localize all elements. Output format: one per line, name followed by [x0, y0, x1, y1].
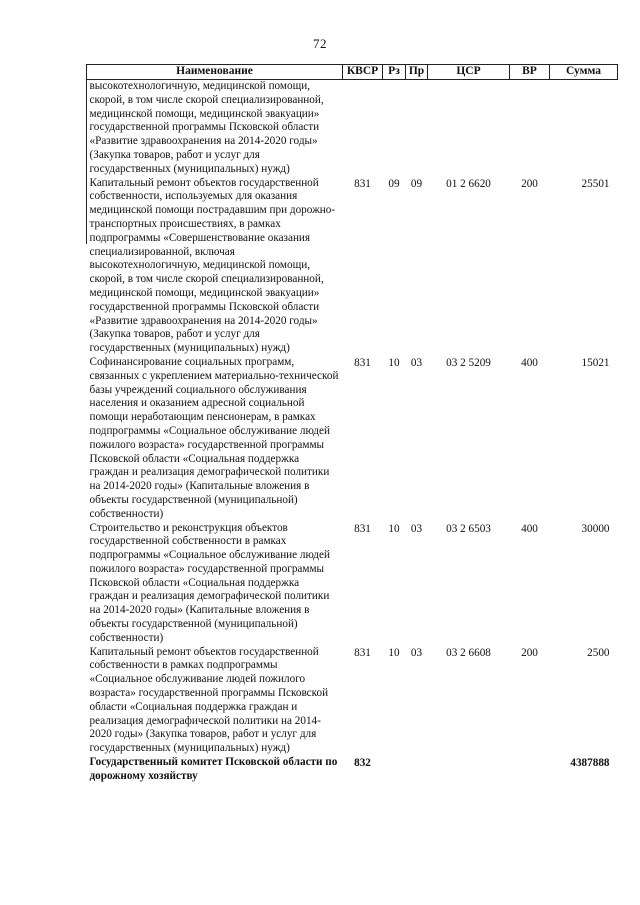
row-kvsr: 831 — [354, 356, 371, 369]
row-vr: 200 — [521, 177, 538, 190]
row-rz: 10 — [388, 646, 400, 659]
row-csr — [428, 80, 510, 177]
row-pr — [406, 80, 428, 177]
row-pr: 03 — [410, 646, 423, 659]
row-name: Капитальный ремонт объектов государственной собственности, используемых для оказания медицинской помощи пострадавшим при дорожно-транспортных происшествиях, в рамках подпрограммы «Совершенствование оказания специализированной, включая высокотехнологичную, медицинской помощи, скорой, в том числе скорой специализированной, медицинской помощи, медицинской эвакуации» государственной программы Псковской области «Развитие здравоохранения на 2014-2020 годы» (Закупка товаров, работ и услуг для государственных (муниципальных) нужд) — [89, 176, 336, 355]
table-row — [87, 356, 618, 522]
row-rz — [383, 756, 406, 784]
table-header-row — [87, 65, 618, 80]
row-pr: 09 — [410, 177, 423, 190]
row-kvsr: 831 — [354, 177, 371, 190]
row-kvsr: 831 — [354, 646, 371, 659]
row-vr: 200 — [521, 646, 538, 659]
table-row — [87, 522, 618, 646]
table-row — [87, 646, 618, 756]
header-sum: Сумма — [550, 65, 618, 80]
row-name: высокотехнологичную, медицинской помощи, скорой, в том числе скорой специализированной, медицинской помощи, медицинской эвакуации» государственной программы Псковской области «Развитие здравоохранения на 2014-2020 годы» (Закупка товаров, работ и услуг для государственных (муниципальных) нужд) — [89, 80, 324, 175]
row-sum — [550, 80, 618, 177]
row-sum: 25501 — [581, 177, 610, 190]
row-name: Капитальный ремонт объектов государственной собственности в рамках подпрограммы «Социальное обслуживание людей пожилого возраста» государственной программы Псковской области «Социальная поддержка граждан и реализация демографической политики на 2014-2020 годы» (Закупка товаров, работ и услуг для государственных (муниципальных) нужд) — [89, 645, 329, 755]
row-sum: 4387888 — [570, 757, 610, 770]
row-name: Софинансирование социальных программ, связанных с укреплением материально-технической базы учреждений социального обслуживания населения и оказанием адресной социальной помощи неработающим пенсионерам, в рамках подпрограммы «Социальное обслуживание людей пожилого возраста» государственной программы Псковской области «Социальная поддержка граждан и реализация демографической политики на 2014-2020 годы» (Капитальные вложения в объекты государственной (муниципальной) собственности) — [89, 355, 339, 520]
row-vr: 400 — [521, 356, 538, 369]
row-name: Строительство и реконструкция объектов государственной собственности в рамках подпрограммы «Социальное обслуживание людей пожилого возраста» государственной программы Псковской области «Социальная поддержка граждан и реализация демографической политики на 2014-2020 годы» (Капитальные вложения в объекты государственной (муниципальной) собственности) — [89, 521, 330, 644]
table-row — [87, 177, 618, 356]
header-name: Наименование — [87, 65, 343, 80]
header-vr: ВР — [510, 65, 550, 80]
row-csr — [428, 756, 510, 784]
header-kvsr: КВСР — [343, 65, 383, 80]
row-rz: 10 — [388, 522, 400, 535]
row-csr: 03 2 6608 — [446, 646, 491, 659]
row-csr: 03 2 6503 — [446, 522, 491, 535]
header-csr: ЦСР — [428, 65, 510, 80]
row-rz — [383, 80, 406, 177]
row-kvsr: 831 — [354, 522, 371, 535]
row-pr: 03 — [410, 522, 423, 535]
row-csr: 03 2 5209 — [446, 356, 491, 369]
row-name: Государственный комитет Псковской области по дорожному хозяйству — [89, 756, 338, 782]
row-kvsr: 832 — [354, 757, 371, 770]
row-sum: 15021 — [581, 356, 610, 369]
row-sum: 2500 — [587, 646, 610, 659]
table-row — [87, 80, 618, 177]
row-kvsr — [343, 80, 383, 177]
row-vr: 400 — [521, 522, 538, 535]
header-pr: Пр — [406, 65, 428, 80]
row-vr — [510, 80, 550, 177]
row-pr — [406, 756, 428, 784]
row-csr: 01 2 6620 — [446, 177, 491, 190]
row-vr — [510, 756, 550, 784]
budget-table — [86, 64, 618, 784]
row-sum: 30000 — [581, 522, 610, 535]
table-row-org-total — [87, 756, 618, 784]
header-rz: Рз — [383, 65, 406, 80]
page-number: 72 — [313, 36, 327, 51]
row-rz: 09 — [388, 177, 400, 190]
row-pr: 03 — [410, 356, 423, 369]
row-rz: 10 — [388, 356, 400, 369]
